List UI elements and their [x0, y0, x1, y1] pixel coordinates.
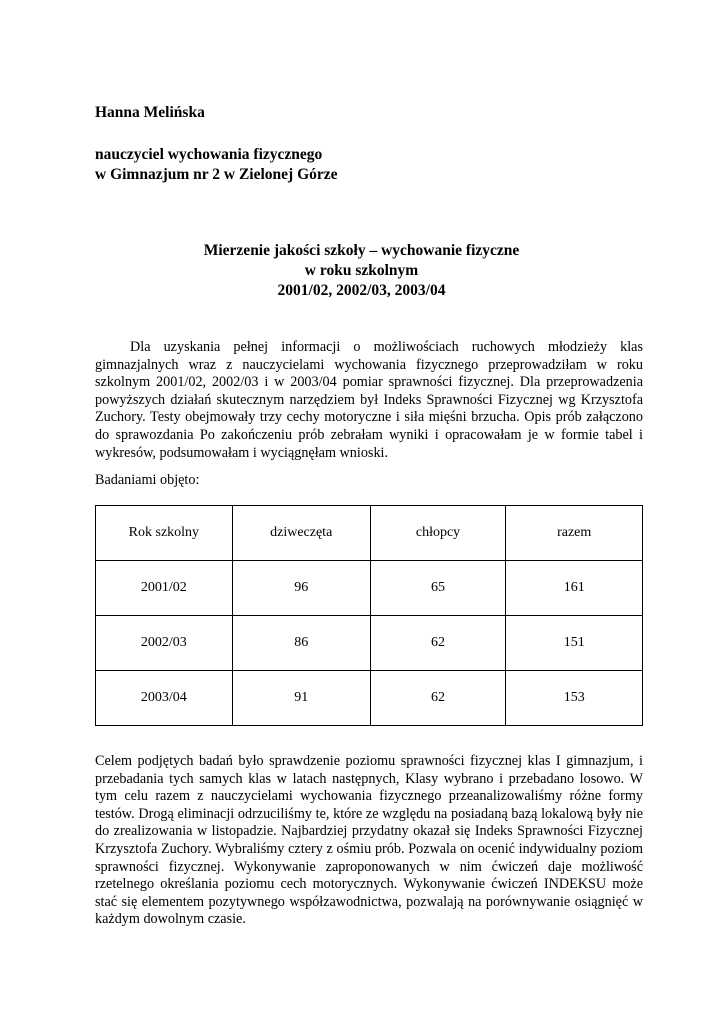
cell-girls: 91	[232, 671, 370, 726]
cell-year: 2001/02	[96, 561, 233, 616]
author-role-line-1: nauczyciel wychowania fizycznego	[95, 146, 323, 163]
cell-total: 151	[506, 616, 643, 671]
header-cell-boys: chłopcy	[370, 506, 506, 561]
cell-total: 161	[506, 561, 643, 616]
cell-girls: 96	[232, 561, 370, 616]
participants-table	[95, 505, 643, 726]
cell-girls: 86	[232, 616, 370, 671]
table-label: Badaniami objęto:	[95, 472, 200, 488]
intro-paragraph: Dla uzyskania pełnej informacji o możliwościach ruchowych młodzieży klas gimnazjalnych wraz z nauczycielami wychowania fizycznego przeprowadziłam w roku szkolnym 2001/02, 2002/03 i w 2003/04 pomiar sprawności fizycznej. Dla przeprowadzenia powyższych działań skutecznym narzędziem był Indeks Sprawności Fizycznej wg Krzysztofa Zuchory. Testy obejmowały trzy cechy motoryczne i siła mięśni brzucha. Opis prób załączono do sprawozdania Po zakończeniu prób zebrałam wyniki i opracowałam je w formie tabel i wykresów, podsumowałam i wyciągnęłam wnioski.	[95, 339, 643, 461]
table-row	[96, 616, 643, 671]
cell-year: 2003/04	[96, 671, 233, 726]
cell-boys: 62	[370, 616, 506, 671]
cell-boys: 65	[370, 561, 506, 616]
cell-year: 2002/03	[96, 616, 233, 671]
cell-boys: 62	[370, 671, 506, 726]
conclusion-paragraph: Celem podjętych badań było sprawdzenie poziomu sprawności fizycznej klas I gimnazjum, i przebadania tych samych klas w latach następnych, Klasy wybrano i przebadano losowo. W tym celu razem z nauczycielami wychowania fizycznego przeanalizowaliśmy różne formy testów. Drogą eliminacji odrzuciliśmy te, które ze względu na posiadaną bazą lokalową były nie do zrealizowania w listopadzie. Najbardziej przydatny okazał się Indeks Sprawności Fizycznej Krzysztofa Zuchory. Wybraliśmy cztery z ośmiu prób. Pozwala on ocenić indywidualny poziom sprawności fizycznej. Wykonywanie zaproponowanych w nim ćwiczeń daje możliwość rzetelnego określania poziomu cech motorycznych. Wykonywanie ćwiczeń INDEKSU może stać się elementem pozytywnego współzawodnictwa, pozwalają na porównywanie osiągnięć w każdym dowolnym czasie.	[95, 753, 643, 928]
table-row	[96, 561, 643, 616]
title-line-1: Mierzenie jakości szkoły – wychowanie fizyczne	[203, 242, 520, 259]
header-cell-total: razem	[506, 506, 643, 561]
title-line-2: w roku szkolnym	[304, 262, 419, 279]
table-row	[96, 671, 643, 726]
document-title	[95, 241, 628, 301]
author-role-line-2: w Gimnazjum nr 2 w Zielonej Górze	[95, 166, 338, 183]
author-role	[95, 145, 338, 185]
header-cell-girls: dziweczęta	[232, 506, 370, 561]
cell-total: 153	[506, 671, 643, 726]
title-line-3: 2001/02, 2002/03, 2003/04	[277, 282, 446, 299]
author-name: Hanna Melińska	[95, 104, 205, 121]
header-cell-year: Rok szkolny	[96, 506, 233, 561]
table-header-row	[96, 506, 643, 561]
